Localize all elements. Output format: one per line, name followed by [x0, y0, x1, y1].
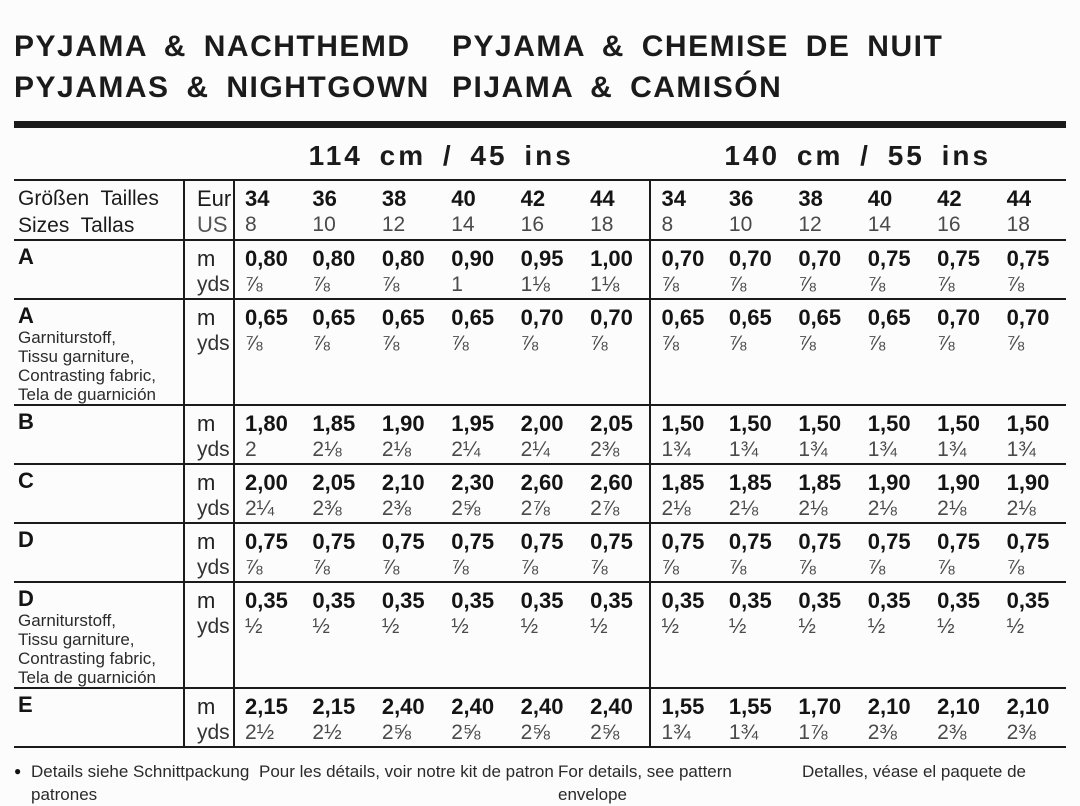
table-row-E	[14, 687, 1066, 748]
view-label	[14, 300, 183, 404]
fabric-amount-cell: 0,70 ⅞	[649, 241, 718, 298]
fabric-amount-cell: 0,65 ⅞	[649, 300, 718, 404]
size-header-row	[14, 179, 1066, 239]
fabric-amount-cell: 2,10 2⅜	[1006, 694, 1050, 744]
fabric-amount-cell: 0,65 ⅞	[233, 300, 302, 404]
fabric-amount-cell: 0,75 ⅞	[649, 524, 718, 581]
fabric-amount-cell: 0,75 ⅞	[937, 529, 980, 579]
fabric-amount-cell: 0,80 ⅞	[312, 246, 356, 296]
fabric-amount-cell: 2,40 2⅝	[451, 694, 495, 744]
fabric-amount-cell: 0,35 ½	[1006, 588, 1050, 638]
fabric-amount-cell: 0,75 ⅞	[312, 529, 356, 579]
fabric-amount-cell: 0,35 ½	[798, 588, 842, 638]
table-row-C	[14, 463, 1066, 522]
unit-cell: m yds	[183, 524, 233, 581]
fabric-amount-cell: 0,75 ⅞	[451, 529, 495, 579]
fabric-amount-cell: 0,75 ⅞	[867, 529, 911, 579]
fabric-amount-cell: 1,50 1¾	[867, 411, 911, 461]
fabric-amount-cell: 0,75 ⅞	[590, 529, 633, 579]
fabric-amount-cell: 0,70 ⅞	[1006, 305, 1050, 355]
view-letter: D	[18, 586, 34, 611]
fabric-amount-cell: 2,10 2⅜	[867, 694, 911, 744]
fabric-amount-cell: 1,55 1¾	[649, 689, 718, 746]
fabric-amount-cell: 0,70 ⅞	[728, 246, 772, 296]
fabric-amount-cell: 0,65 ⅞	[451, 305, 495, 355]
size-col-114-42: 42 16	[520, 186, 546, 236]
fabric-amount-cell: 0,35 ½	[381, 588, 425, 638]
fabric-requirements-table	[14, 239, 1066, 748]
size-system-label: Eur US	[183, 181, 233, 239]
footer-note-es: Detalles, véase el paquete de	[802, 762, 1026, 781]
fabric-amount-cell: 1,90 2⅛	[867, 470, 911, 520]
fabric-amount-cell: 1,90 2⅛	[937, 470, 980, 520]
unit-cell: m yds	[183, 241, 233, 298]
table-row-A	[14, 239, 1066, 298]
view-letter: D	[18, 527, 34, 552]
fabric-amount-cell: 0,70 ⅞	[798, 246, 842, 296]
title-en: PYJAMAS & NIGHTGOWN	[14, 71, 430, 104]
footer-note-fr: Pour les détails, voir notre kit de patron	[259, 762, 554, 781]
fabric-amount-cell: 0,75 ⅞	[798, 529, 842, 579]
footer-note-es-wrap: patrones	[31, 785, 98, 804]
fabric-amount-cell: 2,05 2⅜	[590, 411, 633, 461]
view-sublabel: Tissu garniture,	[18, 630, 135, 649]
title-line-1	[14, 26, 1066, 67]
view-sublabel: Garniturstoff,	[18, 611, 116, 630]
view-sublabel: Contrasting fabric,	[18, 366, 156, 385]
fabric-amount-cell: 1,85 2⅛	[649, 465, 718, 522]
title-es: PIJAMA & CAMISÓN	[452, 71, 783, 104]
fabric-amount-cell: 1,85 2⅛	[798, 470, 842, 520]
size-col-114-44: 44 18	[590, 186, 615, 236]
fabric-amount-cell: 0,35 ½	[867, 588, 911, 638]
unit-cell: m yds	[183, 300, 233, 404]
fabric-amount-cell: 1,90 2⅛	[1006, 470, 1050, 520]
fabric-amount-cell: 2,40 2⅝	[590, 694, 633, 744]
fabric-amount-cell: 2,40 2⅝	[381, 694, 425, 744]
view-sublabel: Tela de guarnición	[18, 668, 156, 687]
view-label	[14, 406, 183, 463]
fabric-amount-cell: 0,35 ½	[590, 588, 633, 638]
fabric-amount-cell: 2,10 2⅜	[937, 694, 980, 744]
width-heading-114cm: 114 cm / 45 ins	[308, 140, 574, 171]
fabric-amount-cell: 1,00 1⅛	[590, 246, 633, 296]
fabric-amount-cell: 1,70 1⅞	[798, 694, 842, 744]
document-title	[14, 0, 1066, 108]
fabric-amount-cell: 0,65 ⅞	[381, 305, 425, 355]
size-col-114-36: 36 10	[312, 186, 337, 236]
fabric-amount-cell: 0,35 ½	[520, 588, 564, 638]
view-sublabel: Contrasting fabric,	[18, 649, 156, 668]
fabric-amount-cell: 0,70 ⅞	[590, 305, 633, 355]
fabric-amount-cell: 2,15 2½	[233, 689, 302, 746]
fabric-amount-cell: 0,75 ⅞	[728, 529, 772, 579]
fabric-amount-cell: 1,80 2	[233, 406, 302, 463]
fabric-amount-cell: 0,80 ⅞	[233, 241, 302, 298]
footer-notes	[14, 760, 1066, 806]
fabric-amount-cell: 2,15 2½	[312, 694, 356, 744]
fabric-amount-cell: 0,35 ½	[451, 588, 495, 638]
table-row-D	[14, 522, 1066, 581]
size-col-114-38: 38 12	[381, 186, 407, 236]
size-col-140-36: 36 10	[728, 186, 754, 236]
fabric-amount-cell: 0,75 ⅞	[520, 529, 564, 579]
fabric-amount-cell: 0,65 ⅞	[798, 305, 842, 355]
fabric-amount-cell: 1,95 2¼	[451, 411, 495, 461]
fabric-amount-cell: 0,35 ½	[649, 583, 718, 687]
footer-note-en: For details, see pattern envelope	[558, 762, 732, 804]
fabric-amount-cell: 0,75 ⅞	[233, 524, 302, 581]
view-sublabel: Garniturstoff,	[18, 328, 116, 347]
bullet-icon: ●	[14, 764, 22, 778]
fabric-amount-cell: 1,50 1¾	[798, 411, 842, 461]
fabric-amount-cell: 0,35 ½	[233, 583, 302, 687]
fabric-amount-cell: 0,35 ½	[937, 588, 980, 638]
table-row-D-contrast	[14, 581, 1066, 687]
view-letter: A	[18, 303, 34, 328]
view-label	[14, 689, 183, 746]
view-sublabel: Tela de guarnición	[18, 385, 156, 404]
fabric-amount-cell: 2,10 2⅜	[381, 470, 425, 520]
size-col-140-40: 40 14	[867, 186, 893, 236]
size-col-140-34: 34 8	[649, 181, 718, 239]
fabric-amount-cell: 2,60 2⅞	[590, 470, 633, 520]
fabric-amount-cell: 0,75 ⅞	[1006, 529, 1050, 579]
unit-cell: m yds	[183, 689, 233, 746]
fabric-amount-cell: 0,75 ⅞	[937, 246, 980, 296]
fabric-amount-cell: 0,75 ⅞	[1006, 246, 1050, 296]
unit-cell: m yds	[183, 465, 233, 522]
fabric-amount-cell: 0,95 1⅛	[520, 246, 564, 296]
sizes-label: Größen Tailles Sizes Tallas	[18, 187, 159, 237]
table-row-B	[14, 404, 1066, 463]
fabric-amount-cell: 2,05 2⅜	[312, 470, 356, 520]
fabric-amount-cell: 0,35 ½	[312, 588, 356, 638]
view-label	[14, 241, 183, 298]
title-line-2	[14, 67, 1066, 108]
view-label	[14, 583, 183, 687]
title-de: PYJAMA & NACHTHEMD	[14, 30, 411, 63]
fabric-amount-cell: 0,75 ⅞	[381, 529, 425, 579]
size-col-114-34: 34 8	[233, 181, 302, 239]
title-fr: PYJAMA & CHEMISE DE NUIT	[452, 30, 944, 63]
size-col-140-44: 44 18	[1006, 186, 1032, 236]
fabric-amount-cell: 0,65 ⅞	[867, 305, 911, 355]
fabric-amount-cell: 0,80 ⅞	[381, 246, 425, 296]
size-col-140-42: 42 16	[937, 186, 962, 236]
width-heading-140cm: 140 cm / 55 ins	[724, 140, 992, 171]
fabric-amount-cell: 0,65 ⅞	[728, 305, 772, 355]
size-col-114-40: 40 14	[451, 186, 476, 236]
fabric-amount-cell: 1,50 1¾	[937, 411, 980, 461]
view-label	[14, 465, 183, 522]
fabric-amount-cell: 0,70 ⅞	[937, 305, 980, 355]
view-sublabel: Tissu garniture,	[18, 347, 135, 366]
fabric-amount-cell: 0,70 ⅞	[520, 305, 564, 355]
fabric-amount-cell: 2,40 2⅝	[520, 694, 564, 744]
unit-cell: m yds	[183, 406, 233, 463]
fabric-amount-cell: 0,75 ⅞	[867, 246, 911, 296]
fabric-amount-cell: 0,90 1	[451, 246, 495, 296]
fabric-amount-cell: 2,60 2⅞	[520, 470, 564, 520]
view-label	[14, 524, 183, 581]
fabric-amount-cell: 1,50 1¾	[728, 411, 772, 461]
fabric-amount-cell: 1,90 2⅛	[381, 411, 425, 461]
fabric-amount-cell: 1,50 1¾	[1006, 411, 1050, 461]
fabric-amount-cell: 1,55 1¾	[728, 694, 772, 744]
view-letter: C	[18, 468, 34, 493]
fabric-amount-cell: 1,85 2⅛	[728, 470, 772, 520]
title-divider-bar	[14, 121, 1066, 128]
fabric-amount-cell: 1,50 1¾	[649, 406, 718, 463]
view-letter: A	[18, 244, 34, 269]
fabric-amount-cell: 0,65 ⅞	[312, 305, 356, 355]
view-letter: E	[18, 692, 33, 717]
view-letter: B	[18, 409, 34, 434]
fabric-amount-cell: 2,00 2¼	[233, 465, 302, 522]
fabric-amount-cell: 1,85 2⅛	[312, 411, 356, 461]
fabric-amount-cell: 2,30 2⅝	[451, 470, 495, 520]
unit-cell: m yds	[183, 583, 233, 687]
fabric-amount-cell: 0,35 ½	[728, 588, 772, 638]
fabric-width-headings	[14, 128, 1066, 179]
size-col-140-38: 38 12	[798, 186, 823, 236]
table-row-A-contrast	[14, 298, 1066, 404]
fabric-amount-cell: 2,00 2¼	[520, 411, 564, 461]
footer-note-de: Details siehe Schnittpackung patrones	[31, 762, 250, 804]
